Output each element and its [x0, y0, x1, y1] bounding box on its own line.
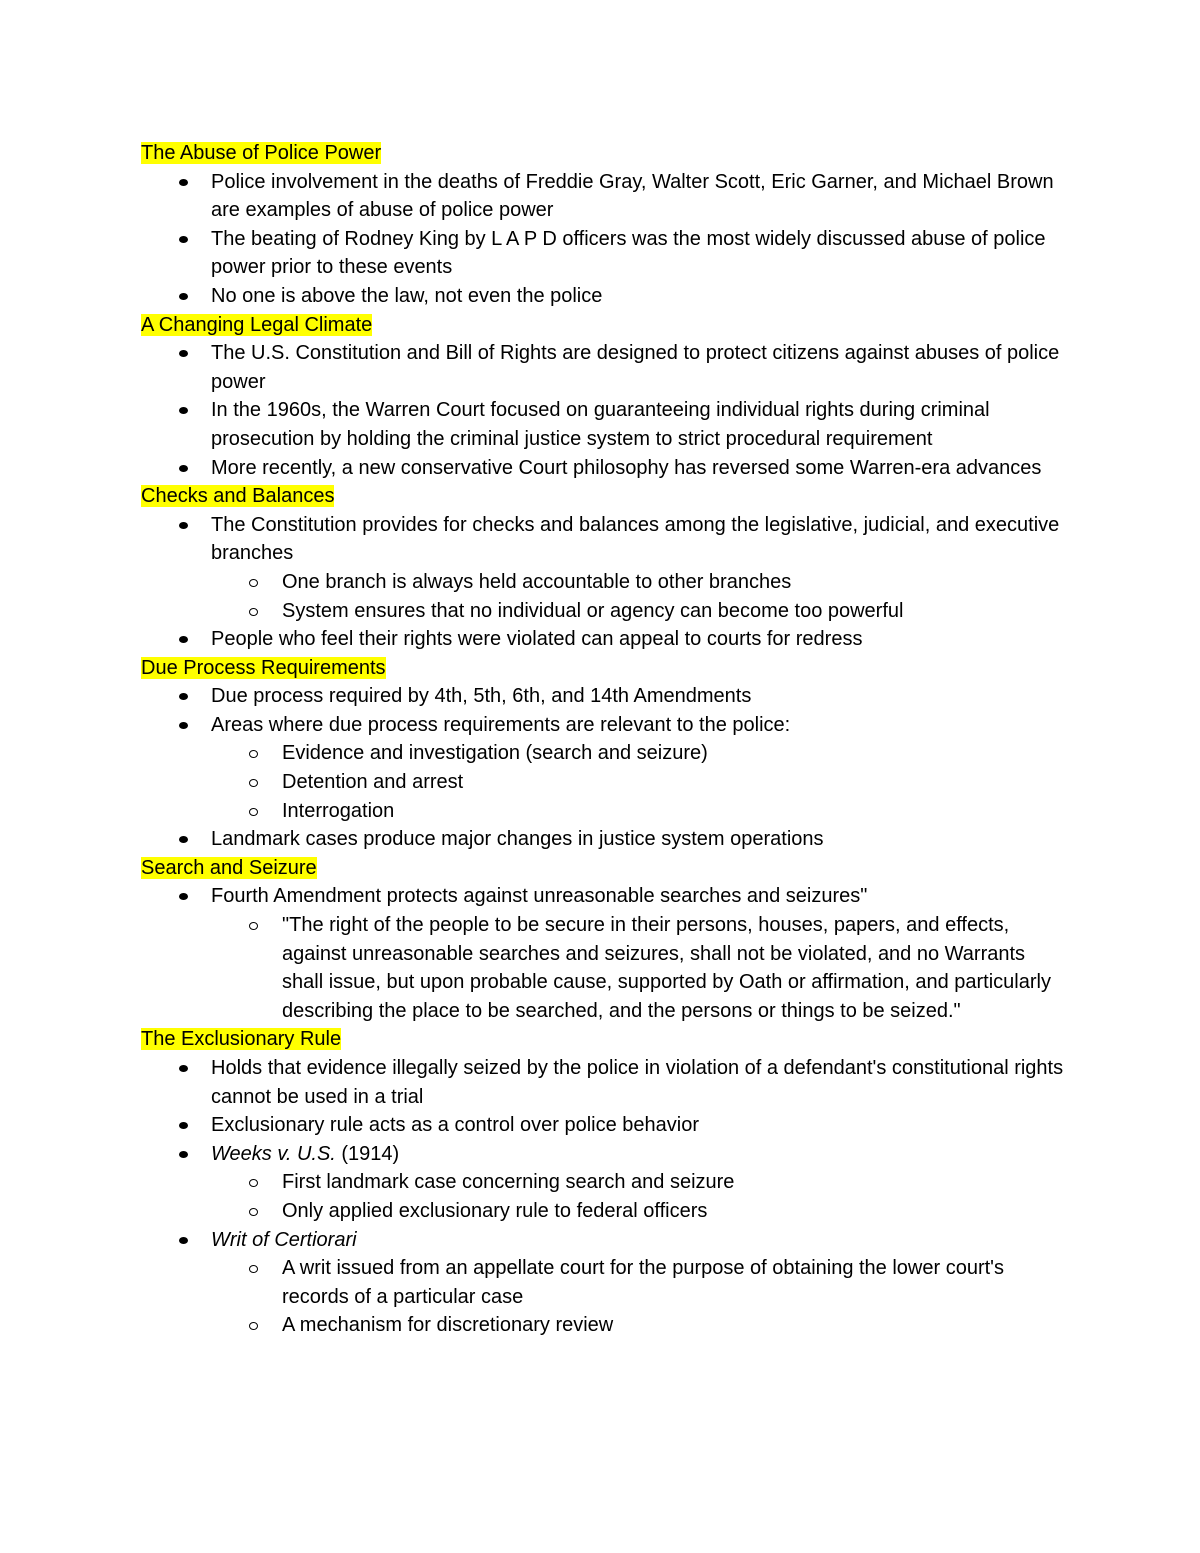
bullet-icon: [179, 636, 188, 643]
bullet-icon: [179, 179, 188, 186]
hollow-bullet-icon: [249, 579, 258, 587]
bullet-list: [141, 682, 1071, 854]
bullet-icon: [179, 722, 188, 729]
list-item: Fourth Amendment protects against unreasonable searches and seizures" "The right of the people to be secure in their persons, houses, papers, and effects, against unreasonable searches and seizures, shall not be violated, and no Warrants shall issue, but upon probable cause, supported by Oath or affirmation, and particularly describing the place to be searched, and the persons or things to be seized.": [141, 882, 1071, 1025]
sub-bullet-list: [141, 1254, 1071, 1340]
bullet-icon: [179, 836, 188, 843]
bullet-icon: [179, 1151, 188, 1158]
sub-list-item: System ensures that no individual or agency can become too powerful: [211, 597, 1071, 626]
hollow-bullet-icon: [249, 1265, 258, 1273]
list-item: Holds that evidence illegally seized by the police in violation of a defendant's constitutional rights cannot be used in a trial: [141, 1054, 1071, 1111]
sub-list-item: One branch is always held accountable to other branches: [211, 568, 1071, 597]
bullet-icon: [179, 407, 188, 414]
section-changing-legal-climate: [141, 311, 1071, 483]
bullet-list: [141, 882, 1071, 1025]
bullet-icon: [179, 522, 188, 529]
list-item: More recently, a new conservative Court philosophy has reversed some Warren-era advances: [141, 454, 1071, 483]
list-item: Exclusionary rule acts as a control over police behavior: [141, 1111, 1071, 1140]
sub-bullet-list: [141, 1168, 1071, 1225]
sub-bullet-list: [141, 568, 1071, 625]
section-heading: Checks and Balances: [141, 485, 335, 508]
list-item: The Constitution provides for checks and balances among the legislative, judicial, and executive branches One branch is always held accountable to other branches System ensures that no individual or agency can become too powerful: [141, 511, 1071, 625]
list-item: Weeks v. U.S. (1914) First landmark case concerning search and seizure Only applied exclusionary rule to federal officers: [141, 1140, 1071, 1226]
bullet-list: [141, 511, 1071, 654]
bullet-icon: [179, 293, 188, 300]
list-item: The U.S. Constitution and Bill of Rights are designed to protect citizens against abuses of police power: [141, 339, 1071, 396]
section-abuse-of-police-power: [141, 139, 1071, 311]
bullet-icon: [179, 236, 188, 243]
section-checks-and-balances: [141, 482, 1071, 654]
section-heading: The Exclusionary Rule: [141, 1028, 342, 1051]
list-item: Landmark cases produce major changes in justice system operations: [141, 825, 1071, 854]
list-item: In the 1960s, the Warren Court focused on guaranteeing individual rights during criminal prosecution by holding the criminal justice system to strict procedural requirement: [141, 396, 1071, 453]
bullet-icon: [179, 1122, 188, 1129]
section-search-and-seizure: [141, 854, 1071, 1026]
sub-bullet-list: [141, 911, 1071, 1025]
document-body: [141, 139, 1071, 1340]
bullet-list: [141, 1054, 1071, 1340]
bullet-list: [141, 339, 1071, 482]
list-item: Police involvement in the deaths of Freddie Gray, Walter Scott, Eric Garner, and Michael Brown are examples of abuse of police power: [141, 168, 1071, 225]
section-heading: The Abuse of Police Power: [141, 142, 382, 164]
bullet-icon: [179, 465, 188, 472]
bullet-icon: [179, 1065, 188, 1072]
sub-list-item: Only applied exclusionary rule to federal officers: [211, 1197, 1071, 1226]
bullet-list: [141, 168, 1071, 311]
hollow-bullet-icon: [249, 750, 258, 758]
sub-list-item: Detention and arrest: [211, 768, 1071, 797]
list-item: Areas where due process requirements are relevant to the police: Evidence and investigation (search and seizure) Detention and arrest Interrogation: [141, 711, 1071, 825]
section-heading: A Changing Legal Climate: [141, 313, 373, 336]
sub-list-item: "The right of the people to be secure in their persons, houses, papers, and effects, against unreasonable searches and seizures, shall not be violated, and no Warrants shall issue, but upon probable cause, supported by Oath or affirmation, and particularly describing the place to be searched, and the persons or things to be seized.": [211, 911, 1071, 1025]
sub-list-item: Interrogation: [211, 797, 1071, 826]
section-exclusionary-rule: [141, 1025, 1071, 1340]
list-item: No one is above the law, not even the police: [141, 282, 1071, 311]
section-due-process-requirements: [141, 654, 1071, 854]
list-item: The beating of Rodney King by L A P D officers was the most widely discussed abuse of police power prior to these events: [141, 225, 1071, 282]
hollow-bullet-icon: [249, 808, 258, 816]
sub-list-item: Evidence and investigation (search and seizure): [211, 739, 1071, 768]
hollow-bullet-icon: [249, 608, 258, 616]
list-item: People who feel their rights were violated can appeal to courts for redress: [141, 625, 1071, 654]
sub-list-item: First landmark case concerning search and seizure: [211, 1168, 1071, 1197]
list-item: Due process required by 4th, 5th, 6th, and 14th Amendments: [141, 682, 1071, 711]
sub-bullet-list: [141, 739, 1071, 825]
case-name: Weeks v. U.S.: [211, 1142, 336, 1165]
sub-list-item: A mechanism for discretionary review: [211, 1311, 1071, 1340]
bullet-icon: [179, 1237, 188, 1244]
hollow-bullet-icon: [249, 922, 258, 930]
bullet-icon: [179, 350, 188, 357]
hollow-bullet-icon: [249, 1322, 258, 1330]
section-heading: Due Process Requirements: [141, 656, 386, 679]
hollow-bullet-icon: [249, 1208, 258, 1216]
list-item: [141, 1226, 1071, 1340]
sub-list-item: A writ issued from an appellate court for the purpose of obtaining the lower court's records of a particular case: [211, 1254, 1071, 1311]
hollow-bullet-icon: [249, 1179, 258, 1187]
bullet-icon: [179, 693, 188, 700]
section-heading: Search and Seizure: [141, 856, 317, 879]
term-name: Writ of Certiorari: [211, 1228, 357, 1251]
hollow-bullet-icon: [249, 779, 258, 787]
bullet-icon: [179, 893, 188, 900]
